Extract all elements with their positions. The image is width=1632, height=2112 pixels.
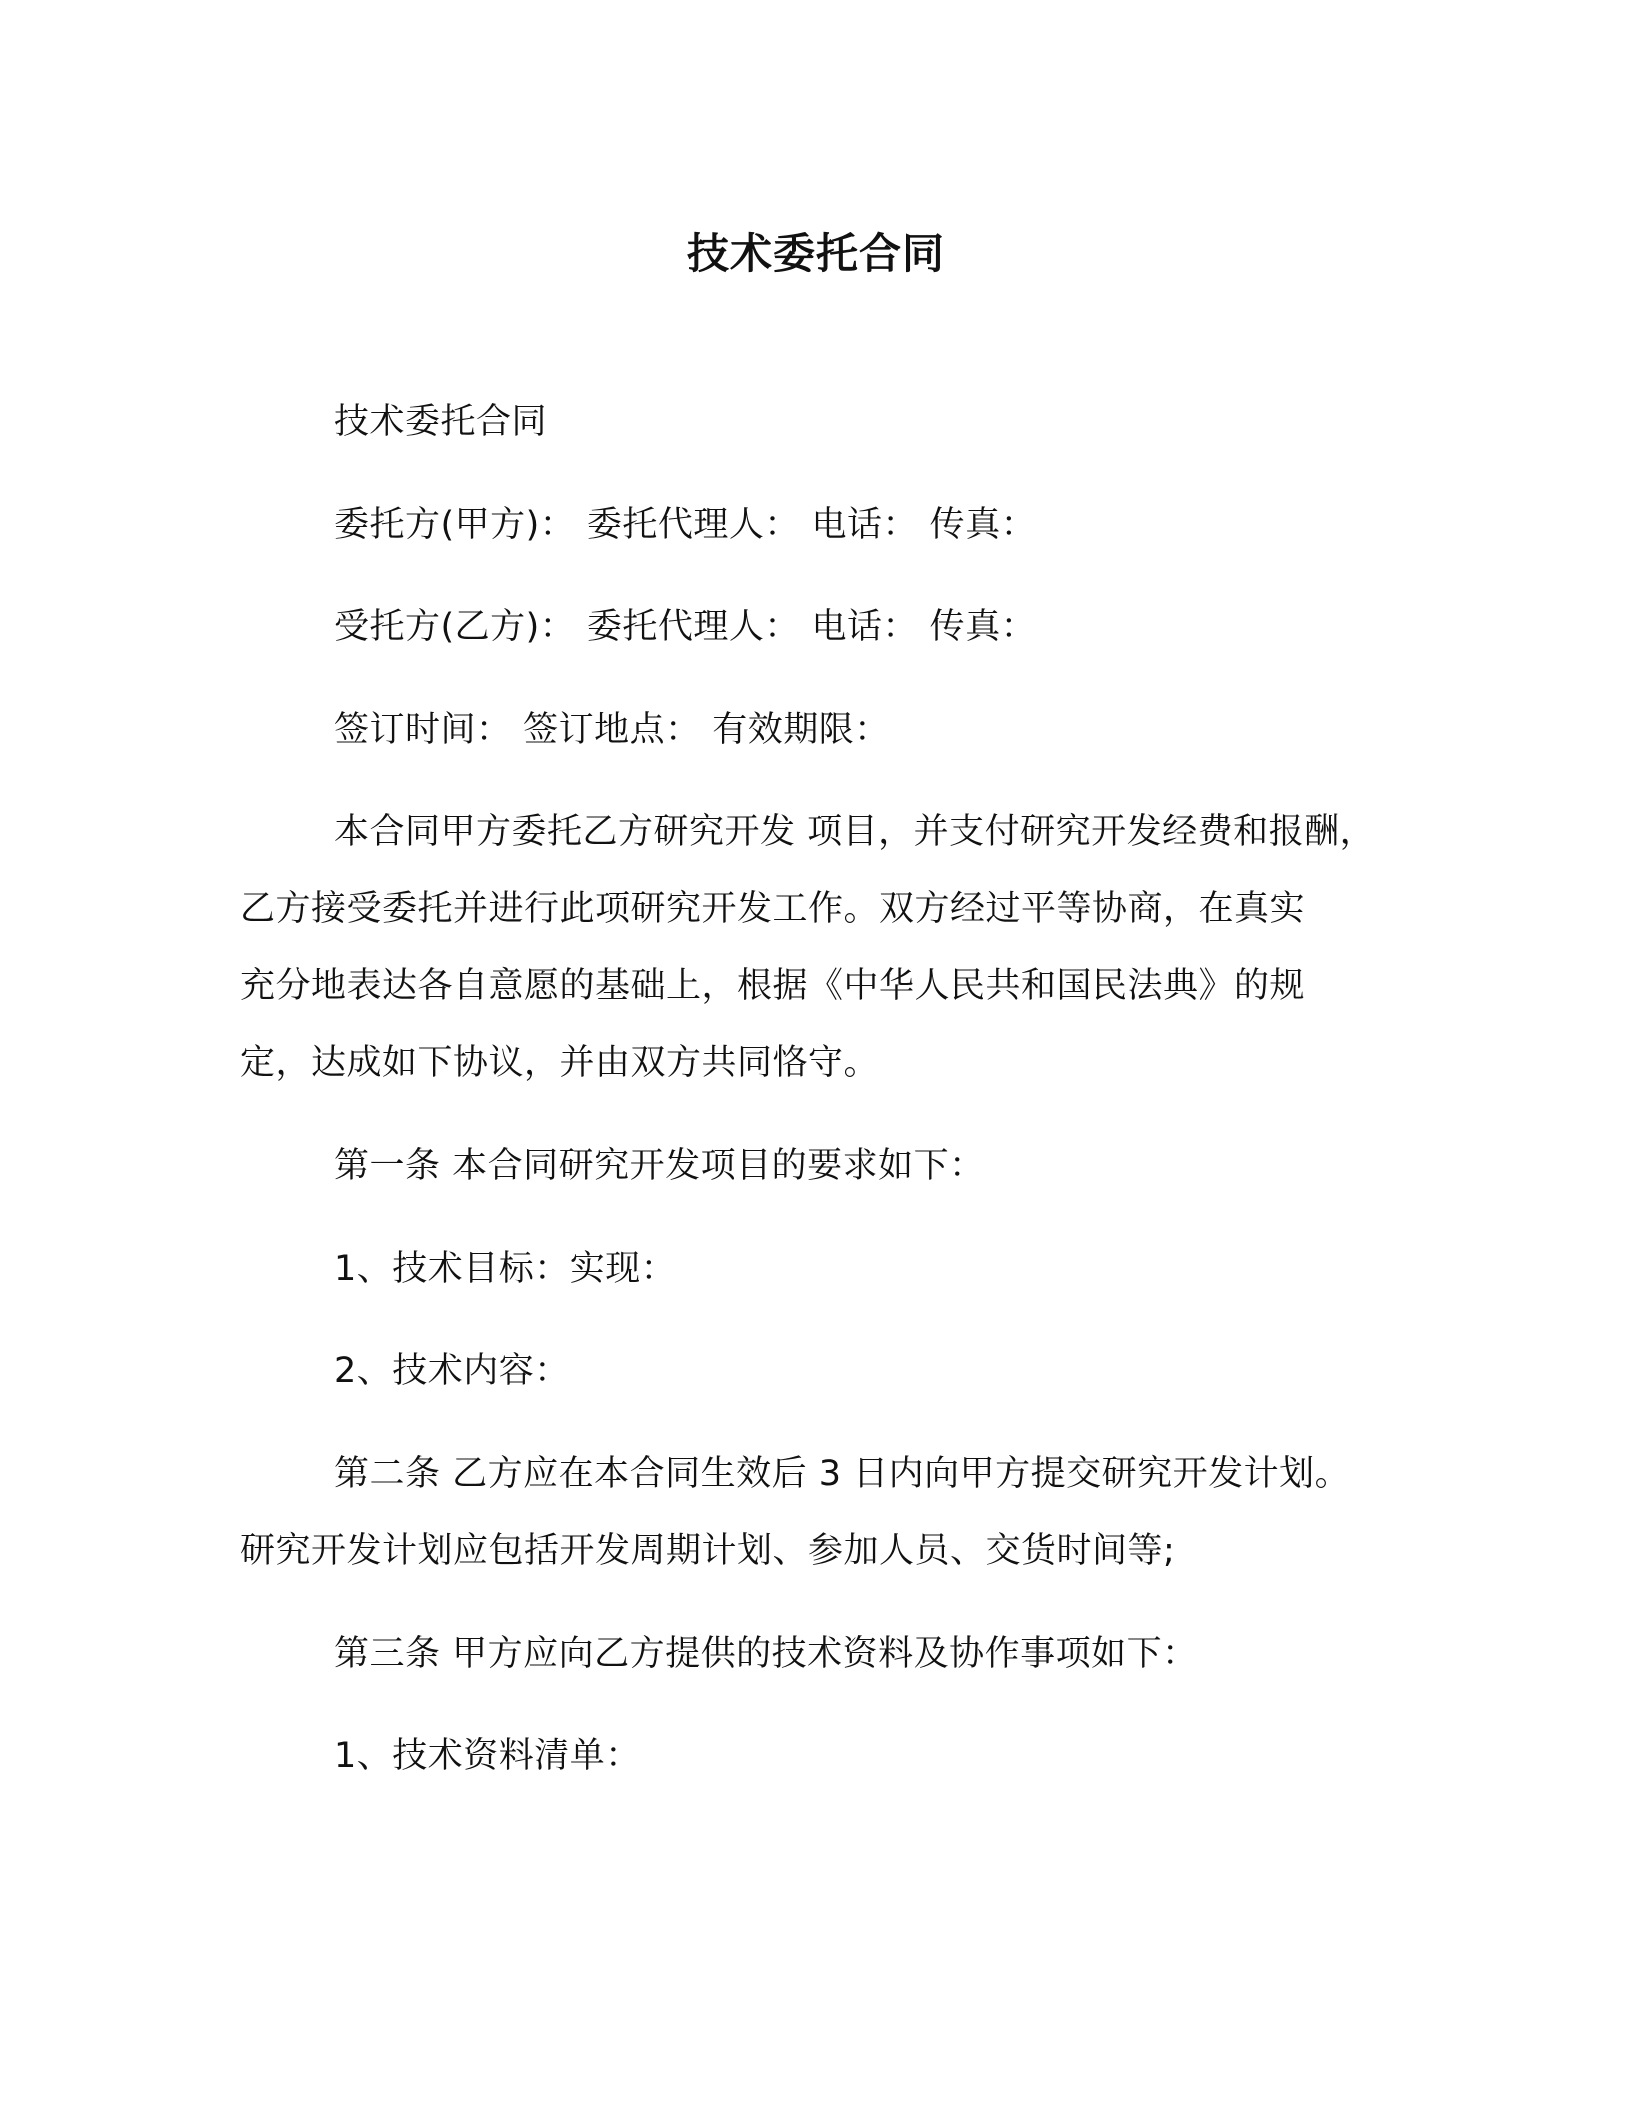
party-b-line: 受托方(乙方)： 委托代理人： 电话： 传真：: [334, 607, 1037, 647]
article-2-line-2: 研究开发计划应包括开发周期计划、参加人员、交货时间等;: [240, 1531, 1176, 1571]
article-3-item-1: 1、技术资料清单：: [334, 1736, 641, 1776]
article-1-item-2: 2、技术内容：: [334, 1351, 570, 1391]
document-title: 技术委托合同: [686, 229, 945, 278]
preamble-line-1: 本合同甲方委托乙方研究开发 项目，并支付研究开发经费和报酬，: [334, 812, 1376, 852]
subtitle-line: 技术委托合同: [334, 402, 548, 442]
preamble-line-4: 定，达成如下协议，并由双方共同恪守。: [240, 1043, 880, 1083]
preamble-line-2: 乙方接受委托并进行此项研究开发工作。双方经过平等协商，在真实: [240, 889, 1306, 929]
article-2-line-1: 第二条 乙方应在本合同生效后 3 日内向甲方提交研究开发计划。: [334, 1454, 1351, 1494]
signing-info-line: 签订时间： 签订地点： 有效期限：: [334, 710, 890, 750]
article-1-item-1: 1、技术目标：实现：: [334, 1249, 677, 1289]
party-a-line: 委托方(甲方)： 委托代理人： 电话： 传真：: [334, 505, 1037, 545]
article-1-heading: 第一条 本合同研究开发项目的要求如下：: [334, 1146, 985, 1186]
article-3-heading: 第三条 甲方应向乙方提供的技术资料及协作事项如下：: [334, 1634, 1198, 1674]
preamble-line-3: 充分地表达各自意愿的基础上，根据《中华人民共和国民法典》的规: [240, 966, 1306, 1006]
